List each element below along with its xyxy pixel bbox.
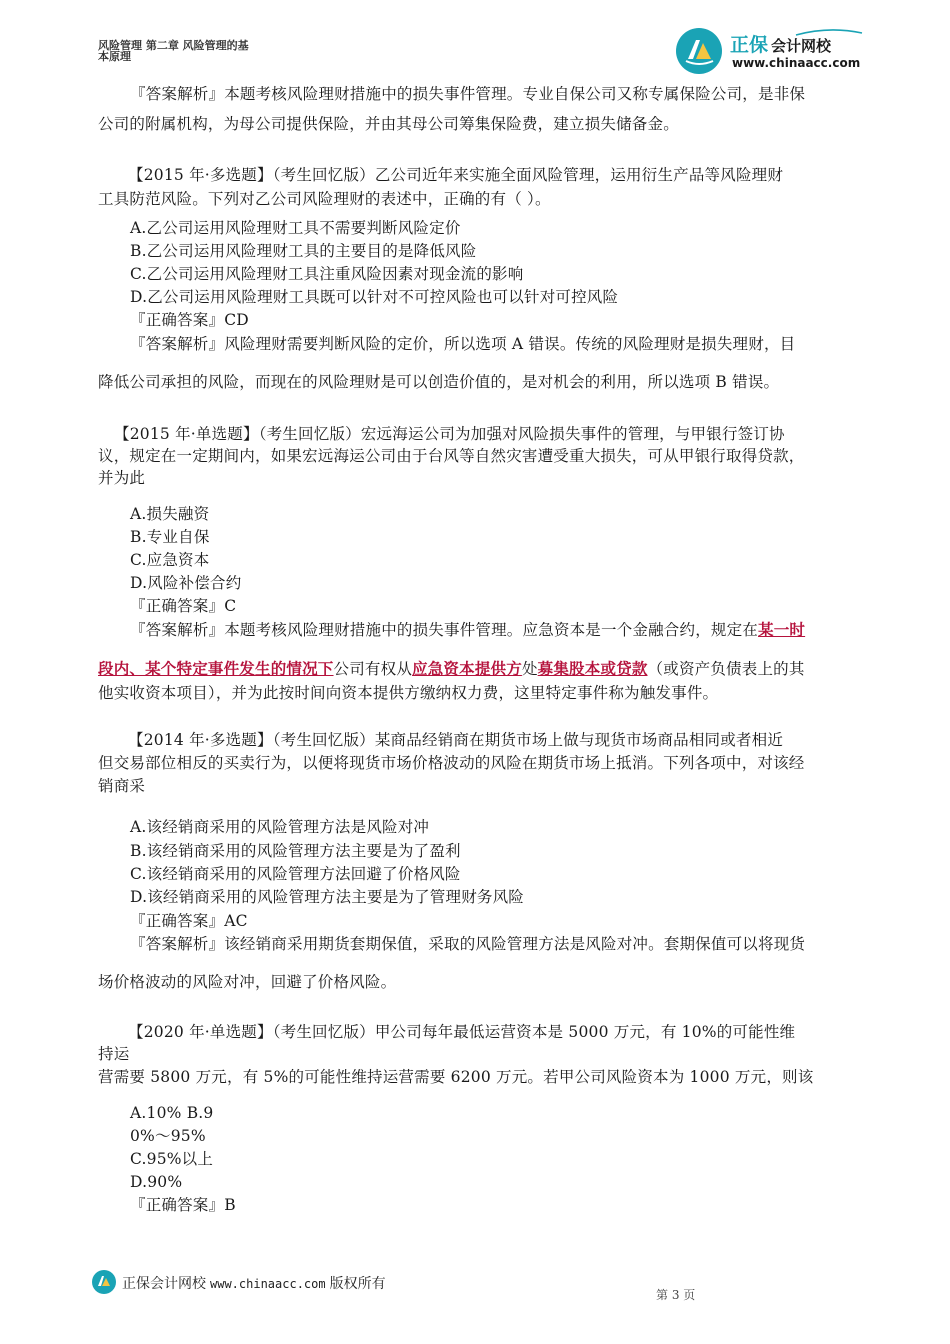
page-footer [92, 1270, 612, 1296]
logo-swoosh-icon [794, 28, 864, 36]
q3-option-d: D.该经销商采用的风险管理方法主要是为了管理财务风险 [130, 888, 525, 906]
logo-name-sub: 会计网校 [771, 37, 832, 55]
q2-option-d: D.风险补偿合约 [130, 574, 242, 592]
q2-option-a: A.损失融资 [130, 505, 210, 523]
q1-explanation-line-1: 『答案解析』风险理财需要判断风险的定价，所以选项 A 错误。传统的风险理财是损失理财，目 [130, 335, 796, 353]
q3-option-a: A.该经销商采用的风险管理方法是风险对冲 [130, 818, 430, 836]
q2-option-b: B.专业自保 [130, 528, 210, 546]
q2-stem-line-1: 【2015 年·单选题】（考生回忆版）宏远海运公司为加强对风险损失事件的管理，与甲银行签订协 [114, 425, 785, 443]
q2-explanation-line-2 [98, 659, 805, 679]
q1-option-d: D.乙公司运用风险理财工具既可以针对不可控风险也可以针对可控风险 [130, 288, 619, 306]
q1-explanation-line-2: 降低公司承担的风险，而现在的风险理财是可以创造价值的，是对机会的利用，所以选项 B 错误。 [98, 373, 780, 391]
q4-stem-line-3: 营需要 5800 万元，有 5%的可能性维持运营需要 6200 万元。若甲公司风险资本为 1000 万元，则该 [98, 1068, 814, 1086]
q1-stem-line-2: 工具防范风险。下列对乙公司风险理财的表述中，正确的有（ ）。 [98, 190, 551, 208]
q1-option-c: C.乙公司运用风险理财工具注重风险因素对现金流的影响 [130, 265, 524, 283]
q4-answer: 『正确答案』B [130, 1196, 236, 1214]
q2-highlight-event: 段内、某个特定事件发生的情况下 [98, 659, 334, 678]
q2-highlight-period: 某一时 [758, 620, 806, 639]
site-logo[interactable] [676, 28, 876, 78]
q4-stem-line-1: 【2020 年·单选题】（考生回忆版）甲公司每年最低运营资本是 5000 万元，有 10%的可能性维 [128, 1023, 796, 1041]
q3-stem-line-3: 销商采 [98, 777, 146, 795]
q2-highlight-provider: 应急资本提供方 [412, 659, 522, 678]
q2-explanation-text-c: （或资产负债表上的其 [647, 660, 805, 678]
logo-url: www.chinaacc.com [732, 56, 861, 70]
q4-option-a-b: A.10% B.9 [130, 1104, 214, 1122]
q2-option-c: C.应急资本 [130, 551, 210, 569]
q1-stem-line-1: 【2015 年·多选题】（考生回忆版）乙公司近年来实施全面风险管理，运用衍生产品等风险理财 [128, 166, 784, 184]
footer-rights: 版权所有 [329, 1276, 386, 1292]
q3-explanation-line-2: 场价格波动的风险对冲，回避了价格风险。 [98, 973, 397, 991]
footer-text [122, 1273, 386, 1293]
q2-highlight-raise: 募集股本或贷款 [537, 659, 648, 678]
q3-stem-line-1: 【2014 年·多选题】（考生回忆版）某商品经销商在期货市场上做与现货市场商品相同或者相近 [128, 731, 784, 749]
q2-stem-line-3: 并为此 [98, 469, 146, 487]
q3-option-b: B.该经销商采用的风险管理方法主要是为了盈利 [130, 842, 461, 860]
q1-answer: 『正确答案』CD [130, 311, 249, 329]
q4-option-b-cont: 0%～95% [130, 1127, 206, 1145]
q4-option-c: C.95%以上 [130, 1150, 214, 1168]
q2-explanation-line-3: 他实收资本项目），并为此按时间向资本提供方缴纳权力费，这里特定事件称为触发事件。 [98, 684, 719, 702]
q2-explanation-text-b: 处 [521, 660, 538, 678]
q3-stem-line-2: 但交易部位相反的买卖行为，以便将现货市场价格波动的风险在期货市场上抵消。下列各项中，对该经 [98, 754, 805, 772]
q2-explanation-text: 『答案解析』本题考核风险理财措施中的损失事件管理。应急资本是一个金融合约，规定在 [130, 621, 759, 639]
footer-logo-icon [92, 1270, 116, 1294]
logo-name-main: 正保 [730, 34, 769, 56]
q4-stem-line-2: 持运 [98, 1045, 130, 1063]
q3-option-c: C.该经销商采用的风险管理方法回避了价格风险 [130, 865, 461, 883]
footer-brand: 正保会计网校 [122, 1276, 206, 1292]
q2-explanation-text-a: 公司有权从 [333, 660, 413, 678]
intro-explanation-line-1: 『答案解析』本题考核风险理财措施中的损失事件管理。专业自保公司又称专属保险公司，是非保 [130, 85, 806, 103]
q2-explanation-line-1 [130, 620, 805, 640]
q2-answer: 『正确答案』C [130, 597, 237, 615]
q3-explanation-line-1: 『答案解析』该经销商采用期货套期保值，采取的风险管理方法是风险对冲。套期保值可以将现货 [130, 935, 806, 953]
q3-answer: 『正确答案』AC [130, 912, 248, 930]
q1-option-a: A.乙公司运用风险理财工具不需要判断风险定价 [130, 219, 461, 237]
intro-explanation-line-2: 公司的附属机构，为母公司提供保险，并由其母公司筹集保险费，建立损失储备金。 [98, 115, 679, 133]
q4-option-d: D.90% [130, 1173, 183, 1191]
page-number: 第 3 页 [656, 1288, 696, 1302]
q2-stem-line-2: 议，规定在一定期间内，如果宏远海运公司由于台风等自然灾害遭受重大损失，可从甲银行取得贷款， [98, 447, 805, 465]
logo-mark-icon [676, 28, 722, 74]
footer-url[interactable]: www.chinaacc.com [210, 1277, 326, 1291]
running-header: 风险管理 第二章 风险管理的基本原理 [98, 39, 249, 63]
q1-option-b: B.乙公司运用风险理财工具的主要目的是降低风险 [130, 242, 477, 260]
